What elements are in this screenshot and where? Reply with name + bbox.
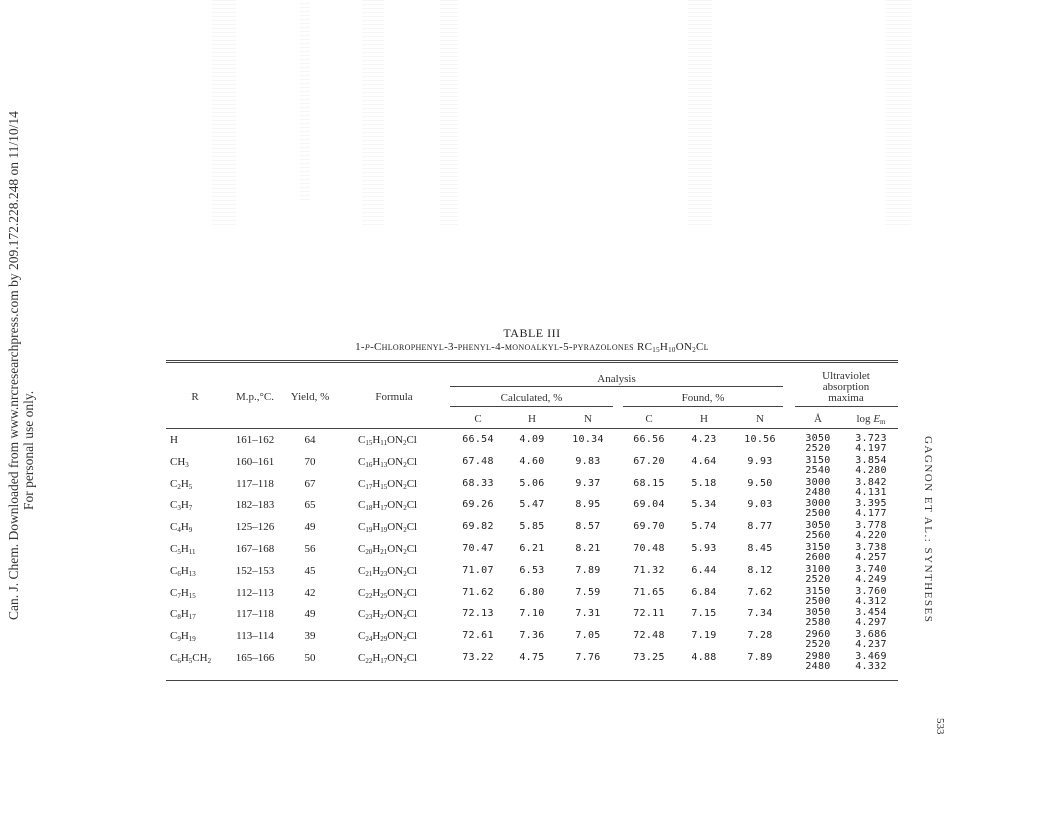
cell-uv-wavelength: 3100 xyxy=(805,563,831,575)
cell-yield: 65 xyxy=(304,499,316,512)
cell-found-c: 67.20 xyxy=(633,455,665,467)
cell-r: $CH_3$ xyxy=(170,455,189,469)
cell-found-c: 71.32 xyxy=(633,564,665,576)
header-angstrom: Å xyxy=(814,413,822,425)
show-through-texture xyxy=(885,0,911,225)
cell-yield: 64 xyxy=(304,434,316,446)
cell-found-n: 9.93 xyxy=(747,455,773,467)
cell-found-c: 71.65 xyxy=(633,586,665,598)
header-found-c: C xyxy=(645,413,653,425)
cell-mp: 113–114 xyxy=(236,630,274,643)
cell-uv-wavelength: 3050 xyxy=(805,520,831,532)
header-mp: M.p.,°C. xyxy=(235,391,275,403)
cell-formula: $C_{21}H_{23}ON_2Cl$ xyxy=(358,564,418,578)
cell-found-c: 73.25 xyxy=(633,652,665,663)
cell-uv-log: 3.760 xyxy=(855,585,887,597)
header-calculated: Calculated, % xyxy=(500,392,563,404)
cell-found-h: 6.44 xyxy=(691,564,717,576)
cell-formula: $C_{24}H_{29}ON_2Cl$ xyxy=(358,630,418,644)
cell-found-n: 8.77 xyxy=(747,521,773,533)
cell-found-h: 7.19 xyxy=(691,630,717,642)
running-head: GAGNON ET AL.: SYNTHESES xyxy=(922,436,934,624)
cell-formula: $C_{15}H_{11}ON_2Cl$ xyxy=(358,434,417,447)
header-calc-n: N xyxy=(584,413,592,425)
cell-calc-h: 6.80 xyxy=(519,586,545,598)
cell-uv-log: 3.778 xyxy=(855,520,887,532)
cell-found-c: 69.70 xyxy=(633,521,665,533)
cell-uv-log: 4.220 xyxy=(855,530,887,542)
cell-yield: 42 xyxy=(304,586,316,599)
cell-r: $C_4H_9$ xyxy=(170,521,193,535)
cell-uv-log: 4.297 xyxy=(855,617,887,629)
cell-mp: 160–161 xyxy=(235,455,275,468)
cell-found-c: 69.04 xyxy=(633,499,665,511)
cell-mp: 112–113 xyxy=(236,586,274,599)
cell-uv-wavelength: 3150 xyxy=(805,454,831,466)
header-r: R xyxy=(191,391,199,403)
cell-uv-log: 3.395 xyxy=(855,498,887,510)
cell-calc-h: 4.75 xyxy=(519,652,545,663)
show-through-texture xyxy=(362,0,384,225)
cell-calc-c: 66.54 xyxy=(462,434,494,445)
cell-found-c: 72.48 xyxy=(633,630,665,642)
cell-uv-wavelength: 2580 xyxy=(805,617,831,629)
cell-uv-log: 3.686 xyxy=(855,629,887,641)
cell-uv-wavelength: 2520 xyxy=(805,573,831,585)
cell-calc-n: 7.89 xyxy=(575,564,601,576)
download-notice-line-2: For personal use only. xyxy=(21,390,36,510)
header-yield: Yield, % xyxy=(290,391,330,403)
show-through-texture xyxy=(300,0,310,200)
cell-calc-h: 7.10 xyxy=(519,608,545,620)
cell-found-n: 8.12 xyxy=(747,564,773,576)
cell-calc-n: 10.34 xyxy=(572,434,604,445)
download-notice-line-1: Can. J. Chem. Downloaded from www.nrcresearchpress.com by 209.172.228.248 on 11/10/14 xyxy=(6,111,21,620)
cell-calc-n: 7.31 xyxy=(575,608,601,620)
cell-formula: $C_{19}H_{19}ON_2Cl$ xyxy=(358,521,418,535)
cell-found-n: 7.89 xyxy=(747,652,773,663)
cell-yield: 39 xyxy=(304,630,316,643)
cell-uv-wavelength: 3150 xyxy=(805,542,831,553)
cell-found-h: 7.15 xyxy=(691,608,717,620)
cell-formula: $C_{22}H_{25}ON_2Cl$ xyxy=(358,586,418,600)
cell-mp: 117–118 xyxy=(236,608,274,621)
cell-mp: 165–166 xyxy=(235,652,275,664)
cell-yield: 49 xyxy=(304,521,316,534)
cell-uv-log: 3.740 xyxy=(855,563,887,575)
cell-r: $C_2H_5$ xyxy=(170,477,193,491)
header-found-n: N xyxy=(756,413,764,425)
header-found: Found, % xyxy=(681,392,725,404)
cell-calc-h: 6.53 xyxy=(519,564,545,576)
cell-uv-log: 4.332 xyxy=(855,661,887,672)
calculated-rule xyxy=(450,406,613,407)
cell-uv-wavelength: 2600 xyxy=(805,552,831,563)
cell-found-h: 5.74 xyxy=(691,521,717,533)
cell-found-c: 70.48 xyxy=(633,543,665,554)
cell-r: $C_9H_{19}$ xyxy=(170,630,196,644)
cell-calc-c: 71.07 xyxy=(462,564,494,576)
cell-calc-c: 69.82 xyxy=(462,521,494,533)
cell-found-c: 68.15 xyxy=(633,477,665,489)
cell-mp: 161–162 xyxy=(235,434,275,446)
found-rule xyxy=(623,406,783,407)
cell-calc-c: 72.61 xyxy=(462,630,494,642)
cell-uv-wavelength: 2960 xyxy=(805,629,831,641)
show-through-texture xyxy=(440,0,458,225)
cell-calc-n: 8.21 xyxy=(575,543,601,554)
cell-formula: $C_{18}H_{17}ON_2Cl$ xyxy=(358,499,418,513)
show-through-texture xyxy=(688,0,712,225)
header-formula: Formula xyxy=(375,391,413,403)
header-calc-h: H xyxy=(528,413,536,425)
cell-calc-h: 5.06 xyxy=(519,477,545,489)
cell-uv-log: 3.854 xyxy=(855,454,887,466)
cell-uv-wavelength: 3000 xyxy=(805,498,831,510)
cell-calc-n: 8.95 xyxy=(575,499,601,511)
cell-found-h: 4.88 xyxy=(691,652,717,663)
show-through-texture xyxy=(212,0,236,225)
header-uv: Ultraviolet absorption maxima xyxy=(822,370,870,404)
cell-uv-log: 3.469 xyxy=(855,651,887,662)
cell-found-h: 4.64 xyxy=(691,455,717,467)
cell-uv-wavelength: 2500 xyxy=(805,595,831,607)
cell-uv-wavelength: 2500 xyxy=(805,508,831,520)
cell-found-c: 72.11 xyxy=(633,608,665,620)
page-number: 533 xyxy=(934,718,946,735)
cell-found-c: 66.56 xyxy=(633,434,665,445)
cell-formula: $C_{16}H_{13}ON_2Cl$ xyxy=(358,455,418,469)
cell-uv-wavelength: 2540 xyxy=(805,464,831,476)
cell-found-h: 5.93 xyxy=(691,543,717,554)
cell-calc-h: 6.21 xyxy=(519,543,545,554)
cell-found-n: 9.50 xyxy=(747,477,773,489)
cell-mp: 125–126 xyxy=(235,521,275,534)
cell-calc-c: 70.47 xyxy=(462,543,494,554)
cell-yield: 49 xyxy=(304,608,316,621)
cell-uv-wavelength: 2560 xyxy=(805,530,831,542)
cell-r: $C_5H_{11}$ xyxy=(170,543,196,556)
cell-calc-n: 7.76 xyxy=(575,652,601,663)
cell-uv-log: 3.723 xyxy=(855,433,887,444)
cell-uv-wavelength: 3000 xyxy=(805,476,831,488)
top-rule-second xyxy=(166,362,898,363)
header-found-h: H xyxy=(700,413,708,425)
cell-calc-c: 72.13 xyxy=(462,608,494,620)
cell-yield: 45 xyxy=(304,564,316,577)
cell-r: $C_7H_{15}$ xyxy=(170,586,196,600)
cell-uv-wavelength: 2520 xyxy=(805,443,831,454)
cell-uv-log: 4.249 xyxy=(855,573,887,585)
cell-yield: 70 xyxy=(304,455,316,468)
cell-uv-wavelength: 3150 xyxy=(805,585,831,597)
cell-calc-h: 4.09 xyxy=(519,434,545,445)
cell-mp: 117–118 xyxy=(236,477,274,490)
cell-uv-log: 4.197 xyxy=(855,443,887,454)
bottom-rule xyxy=(166,680,898,681)
cell-calc-n: 7.59 xyxy=(575,586,601,598)
cell-uv-log: 3.454 xyxy=(855,607,887,619)
cell-r: $C_6H_{13}$ xyxy=(170,564,196,578)
cell-calc-c: 69.26 xyxy=(462,499,494,511)
uv-rule xyxy=(795,406,898,407)
cell-r: H xyxy=(170,434,178,446)
table-title: TABLE III xyxy=(503,326,561,340)
cell-uv-wavelength: 3050 xyxy=(805,433,831,444)
cell-calc-h: 7.36 xyxy=(519,630,545,642)
cell-calc-n: 8.57 xyxy=(575,521,601,533)
table-caption xyxy=(166,341,898,353)
cell-calc-n: 9.83 xyxy=(575,455,601,467)
cell-r: $C_3H_7$ xyxy=(170,499,193,513)
cell-found-n: 7.28 xyxy=(747,630,773,642)
cell-formula: $C_{23}H_{27}ON_2Cl$ xyxy=(358,608,418,622)
table-caption-text: 1-p-Chlorophenyl-3-phenyl-4-monoalkyl-5-pyrazolones $RC_{15}H_{10}ON_2Cl$ xyxy=(355,341,709,354)
cell-uv-log: 3.738 xyxy=(855,542,887,553)
header-log-em xyxy=(848,413,894,425)
cell-found-n: 8.45 xyxy=(747,543,773,554)
cell-yield: 50 xyxy=(304,652,316,664)
cell-uv-wavelength: 3050 xyxy=(805,607,831,619)
header-bottom-rule xyxy=(166,428,898,429)
cell-formula: $C_{20}H_{21}ON_2Cl$ xyxy=(358,543,418,556)
cell-calc-c: 67.48 xyxy=(462,455,494,467)
cell-mp: 167–168 xyxy=(235,543,275,555)
cell-calc-c: 68.33 xyxy=(462,477,494,489)
header-calc-c: C xyxy=(474,413,482,425)
cell-uv-wavelength: 2480 xyxy=(805,486,831,498)
top-rule xyxy=(166,360,898,361)
cell-formula: $C_{22}H_{17}ON_2Cl$ xyxy=(358,652,418,665)
cell-uv-log: 4.257 xyxy=(855,552,887,563)
cell-calc-h: 5.47 xyxy=(519,499,545,511)
cell-found-n: 10.56 xyxy=(744,434,776,445)
cell-calc-h: 5.85 xyxy=(519,521,545,533)
cell-found-n: 7.62 xyxy=(747,586,773,598)
cell-uv-log: 4.312 xyxy=(855,595,887,607)
cell-mp: 182–183 xyxy=(235,499,275,512)
cell-uv-log: 3.842 xyxy=(855,476,887,488)
cell-yield: 56 xyxy=(304,543,316,555)
cell-found-h: 5.18 xyxy=(691,477,717,489)
header-log-em-text: $\log E_m$ xyxy=(856,413,886,426)
cell-calc-n: 9.37 xyxy=(575,477,601,489)
cell-found-h: 4.23 xyxy=(691,434,717,445)
cell-found-h: 5.34 xyxy=(691,499,717,511)
cell-formula: $C_{17}H_{15}ON_2Cl$ xyxy=(358,477,418,491)
header-analysis: Analysis xyxy=(597,373,636,385)
cell-calc-n: 7.05 xyxy=(575,630,601,642)
cell-uv-log: 4.177 xyxy=(855,508,887,520)
cell-uv-log: 4.280 xyxy=(855,464,887,476)
cell-uv-wavelength: 2520 xyxy=(805,639,831,651)
cell-uv-log: 4.131 xyxy=(855,486,887,498)
cell-yield: 67 xyxy=(304,477,316,490)
cell-calc-c: 71.62 xyxy=(462,586,494,598)
cell-calc-h: 4.60 xyxy=(519,455,545,467)
cell-r: $C_6H_5CH_2$ xyxy=(170,652,212,665)
cell-uv-log: 4.237 xyxy=(855,639,887,651)
cell-uv-wavelength: 2980 xyxy=(805,651,831,662)
cell-r: $C_8H_{17}$ xyxy=(170,608,196,622)
cell-uv-wavelength: 2480 xyxy=(805,661,831,672)
cell-mp: 152–153 xyxy=(235,564,275,577)
cell-found-n: 7.34 xyxy=(747,608,773,620)
cell-found-n: 9.03 xyxy=(747,499,773,511)
analysis-rule xyxy=(450,386,783,387)
cell-calc-c: 73.22 xyxy=(462,652,494,663)
cell-found-h: 6.84 xyxy=(691,586,717,598)
